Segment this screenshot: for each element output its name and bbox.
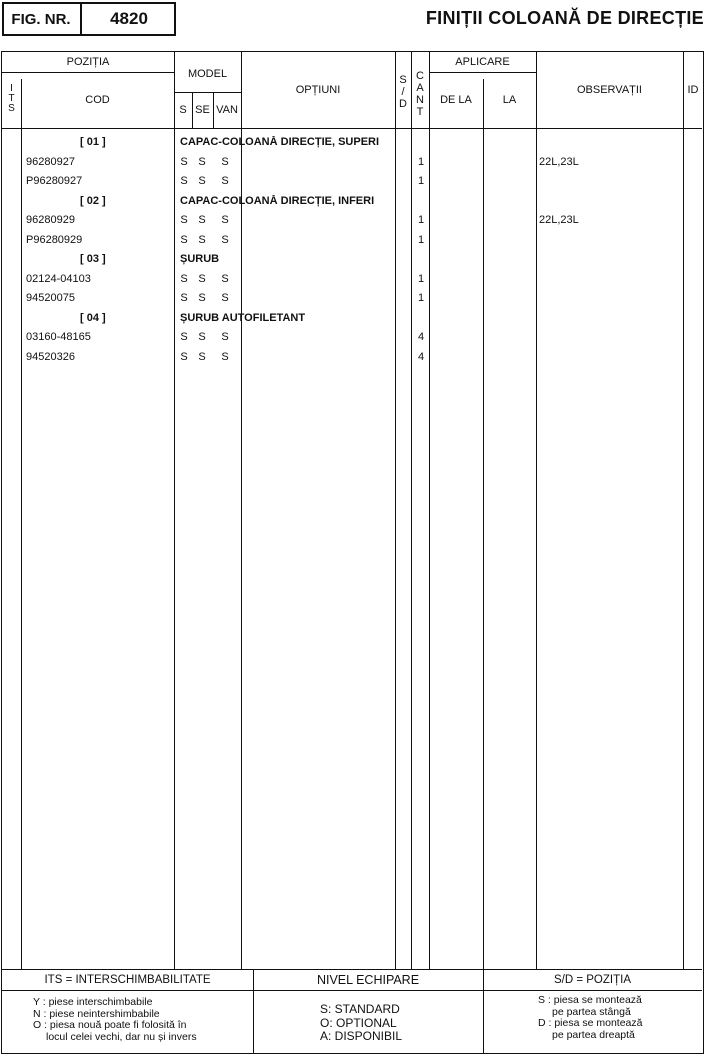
table-row <box>2 172 705 192</box>
header-observatii: OBSERVAȚII <box>576 84 642 96</box>
figure-number: 4820 <box>110 9 148 28</box>
part-code: 94520075 <box>26 292 75 304</box>
quantity: 1 <box>418 292 425 304</box>
part-description: ȘURUB <box>180 253 220 265</box>
model-se: S <box>198 350 206 363</box>
table-row <box>2 289 705 309</box>
model-se: S <box>198 292 206 304</box>
model-se: S <box>198 175 206 187</box>
part-code: P96280927 <box>26 175 83 187</box>
part-code: 94520326 <box>26 350 75 363</box>
model-se: S <box>198 272 206 285</box>
header-cant: C A N T <box>416 70 424 118</box>
table-row <box>2 348 705 368</box>
model-van: S <box>221 331 229 343</box>
model-van: S <box>221 233 229 246</box>
header-model-van: VAN <box>216 104 238 116</box>
table-row <box>2 231 705 251</box>
table-row <box>2 328 705 348</box>
model-van: S <box>221 292 229 304</box>
part-description: CAPAC-COLOANĂ DIRECȚIE, INFERI <box>180 194 375 207</box>
legend-sd-body: S : piesa se montează pe partea stângă D : piesa se montează pe partea dreaptă <box>538 994 643 1041</box>
header-model-s: S <box>179 104 187 116</box>
parts-table <box>1 51 704 1054</box>
legend-nivel-body: S: STANDARD O: OPTIONAL A: DISPONIBIL <box>320 1002 403 1043</box>
model-van: S <box>221 350 229 363</box>
page-title: FINIȚII COLOANĂ DE DIRECȚIE <box>425 8 704 28</box>
model-van: S <box>221 155 229 168</box>
group-row <box>2 133 705 153</box>
model-se: S <box>198 233 206 246</box>
model-s: S <box>180 233 188 246</box>
header-de-la: DE LA <box>440 94 472 106</box>
quantity: 1 <box>418 175 425 187</box>
model-s: S <box>180 155 188 168</box>
header-model-se: SE <box>195 104 210 116</box>
part-code: 02124-04103 <box>26 272 91 285</box>
header-optiuni: OPȚIUNI <box>295 84 341 96</box>
header-sd: S / D <box>399 74 407 110</box>
position-number: [ 02 ] <box>80 194 106 207</box>
group-row <box>2 192 705 212</box>
quantity: 4 <box>418 331 425 343</box>
part-code: 96280929 <box>26 214 75 226</box>
group-row <box>2 250 705 270</box>
position-number: [ 03 ] <box>80 253 106 265</box>
legend-its-body: Y : piese interschimbabile N : piese neintershimbabile O : piesa nouă poate fi folosită în locul celei vechi, dar nu și invers <box>33 996 197 1043</box>
header-id: ID <box>687 84 699 96</box>
part-code: 96280927 <box>26 155 75 168</box>
quantity: 4 <box>418 350 425 363</box>
header-aplicare: APLICARE <box>455 56 510 68</box>
model-van: S <box>221 214 229 226</box>
part-description: CAPAC-COLOANĂ DIRECȚIE, SUPERI <box>180 136 380 148</box>
part-code: 03160-48165 <box>26 331 91 343</box>
model-s: S <box>180 292 188 304</box>
header-cod: COD <box>85 94 110 106</box>
part-description: ȘURUB AUTOFILETANT <box>180 311 306 324</box>
observations: 22L,23L <box>539 155 579 168</box>
position-number: [ 01 ] <box>80 136 106 148</box>
model-se: S <box>198 155 206 168</box>
header-model: MODEL <box>187 68 228 80</box>
legend-nivel-title: NIVEL ECHIPARE <box>316 972 420 987</box>
model-van: S <box>221 175 229 187</box>
model-s: S <box>180 331 188 343</box>
model-s: S <box>180 350 188 363</box>
part-code: P96280929 <box>26 233 83 246</box>
group-row <box>2 309 705 329</box>
quantity: 1 <box>418 155 425 168</box>
quantity: 1 <box>418 233 425 246</box>
header-la: LA <box>502 94 517 106</box>
model-se: S <box>198 214 206 226</box>
quantity: 1 <box>418 272 425 285</box>
model-s: S <box>180 175 188 187</box>
position-number: [ 04 ] <box>80 311 106 324</box>
legend-its-title: ITS = INTERSCHIMBABILITATE <box>44 973 211 986</box>
header-its: I T S <box>8 83 15 114</box>
legend-sd-title: S/D = POZIȚIA <box>553 973 631 986</box>
table-row <box>2 270 705 290</box>
observations: 22L,23L <box>539 214 579 226</box>
header-pozitia: POZIȚIA <box>66 56 110 68</box>
table-row <box>2 211 705 231</box>
model-s: S <box>180 272 188 285</box>
quantity: 1 <box>418 214 425 226</box>
model-s: S <box>180 214 188 226</box>
model-van: S <box>221 272 229 285</box>
model-se: S <box>198 331 206 343</box>
figure-label: FIG. NR. <box>2 2 82 36</box>
table-row <box>2 153 705 173</box>
